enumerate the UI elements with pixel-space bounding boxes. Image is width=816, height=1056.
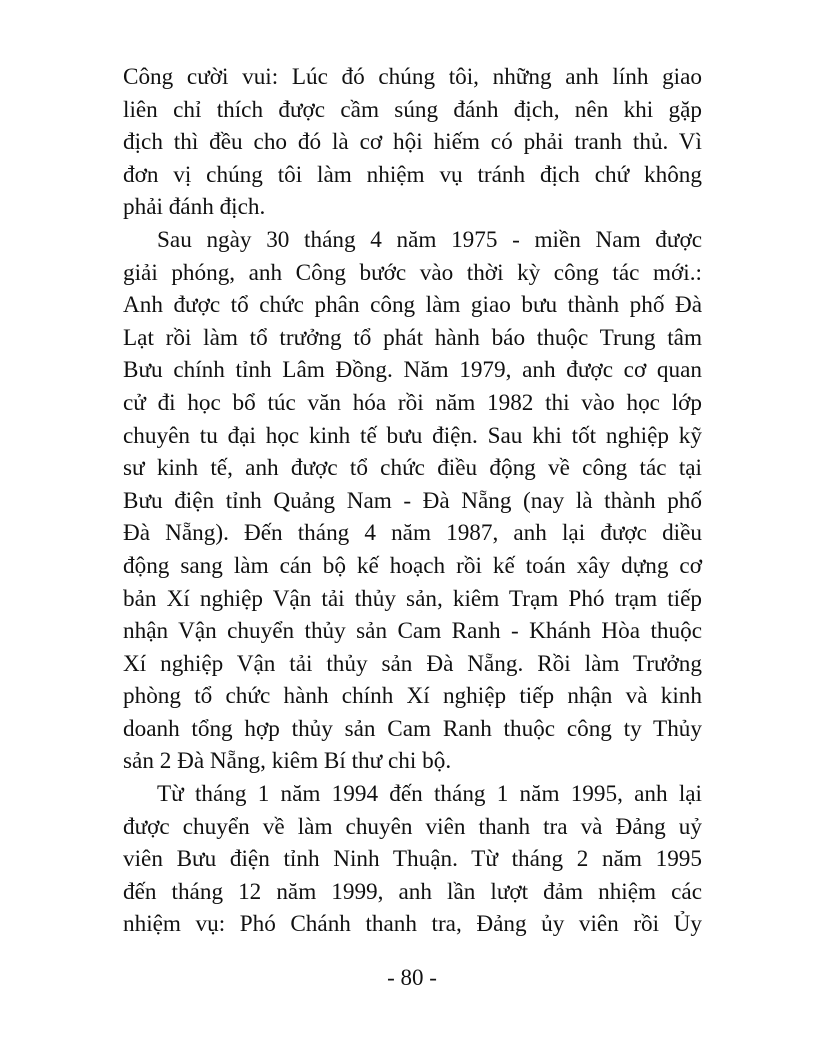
text-line: phải đánh địch. bbox=[123, 194, 266, 221]
text-line: doanh tổng hợp thủy sản Cam Ranh thuộc công ty Thủy bbox=[123, 715, 702, 742]
paragraph bbox=[123, 224, 702, 778]
text-line: liên chỉ thích được cầm súng đánh địch, nên khi gặp bbox=[123, 96, 702, 123]
text-line: động sang làm cán bộ kế hoạch rồi kế toán xây dựng cơ bbox=[123, 552, 702, 579]
text-line: chuyên tu đại học kinh tế bưu điện. Sau khi tốt nghiệp kỹ bbox=[123, 422, 702, 449]
page-number: - 80 - bbox=[387, 965, 437, 990]
text-line: Đà Nẵng). Đến tháng 4 năm 1987, anh lại được diều bbox=[123, 520, 702, 547]
paragraph bbox=[123, 61, 702, 224]
text-line: cử đi học bổ túc văn hóa rồi năm 1982 thi vào học lớp bbox=[123, 389, 702, 416]
text-line: đơn vị chúng tôi làm nhiệm vụ tránh địch chứ không bbox=[123, 161, 702, 188]
text-line: sư kinh tế, anh được tổ chức điều động về công tác tại bbox=[123, 455, 702, 482]
text-line: Sau ngày 30 tháng 4 năm 1975 - miền Nam được bbox=[157, 226, 702, 253]
text-line: đến tháng 12 năm 1999, anh lần lượt đảm nhiệm các bbox=[123, 878, 702, 905]
text-line: phòng tổ chức hành chính Xí nghiệp tiếp nhận và kinh bbox=[123, 683, 702, 710]
text-line: Anh được tổ chức phân công làm giao bưu thành phố Đà bbox=[123, 292, 702, 319]
text-line: Từ tháng 1 năm 1994 đến tháng 1 năm 1995, anh lại bbox=[157, 781, 702, 808]
text-line: địch thì đều cho đó là cơ hội hiếm có phải tranh thủ. Vì bbox=[123, 129, 702, 156]
text-line: nhiệm vụ: Phó Chánh thanh tra, Đảng ủy viên rồi Ủy bbox=[123, 911, 702, 938]
text-line: Lạt rồi làm tổ trưởng tổ phát hành báo thuộc Trung tâm bbox=[123, 324, 702, 351]
text-line: bản Xí nghiệp Vận tải thủy sản, kiêm Trạm Phó trạm tiếp bbox=[123, 585, 702, 612]
text-line: Công cười vui: Lúc đó chúng tôi, những anh lính giao bbox=[123, 64, 702, 90]
text-line: Bưu chính tỉnh Lâm Đồng. Năm 1979, anh được cơ quan bbox=[123, 357, 702, 384]
text-line: được chuyển về làm chuyên viên thanh tra và Đảng uỷ bbox=[123, 813, 702, 840]
text-line: sản 2 Đà Nẵng, kiêm Bí thư chi bộ. bbox=[123, 748, 452, 775]
paragraph bbox=[123, 778, 702, 941]
text-line: Bưu điện tỉnh Quảng Nam - Đà Nẵng (nay là thành phố bbox=[123, 487, 702, 514]
text-line: giải phóng, anh Công bước vào thời kỳ công tác mới.: bbox=[123, 259, 702, 286]
text-line: nhận Vận chuyển thủy sản Cam Ranh - Khánh Hòa thuộc bbox=[123, 618, 702, 645]
text-line: Xí nghiệp Vận tải thủy sản Đà Nẵng. Rồi làm Trưởng bbox=[123, 650, 702, 677]
page-body-text bbox=[123, 61, 702, 941]
text-line: viên Bưu điện tỉnh Ninh Thuận. Từ tháng 2 năm 1995 bbox=[123, 846, 702, 873]
